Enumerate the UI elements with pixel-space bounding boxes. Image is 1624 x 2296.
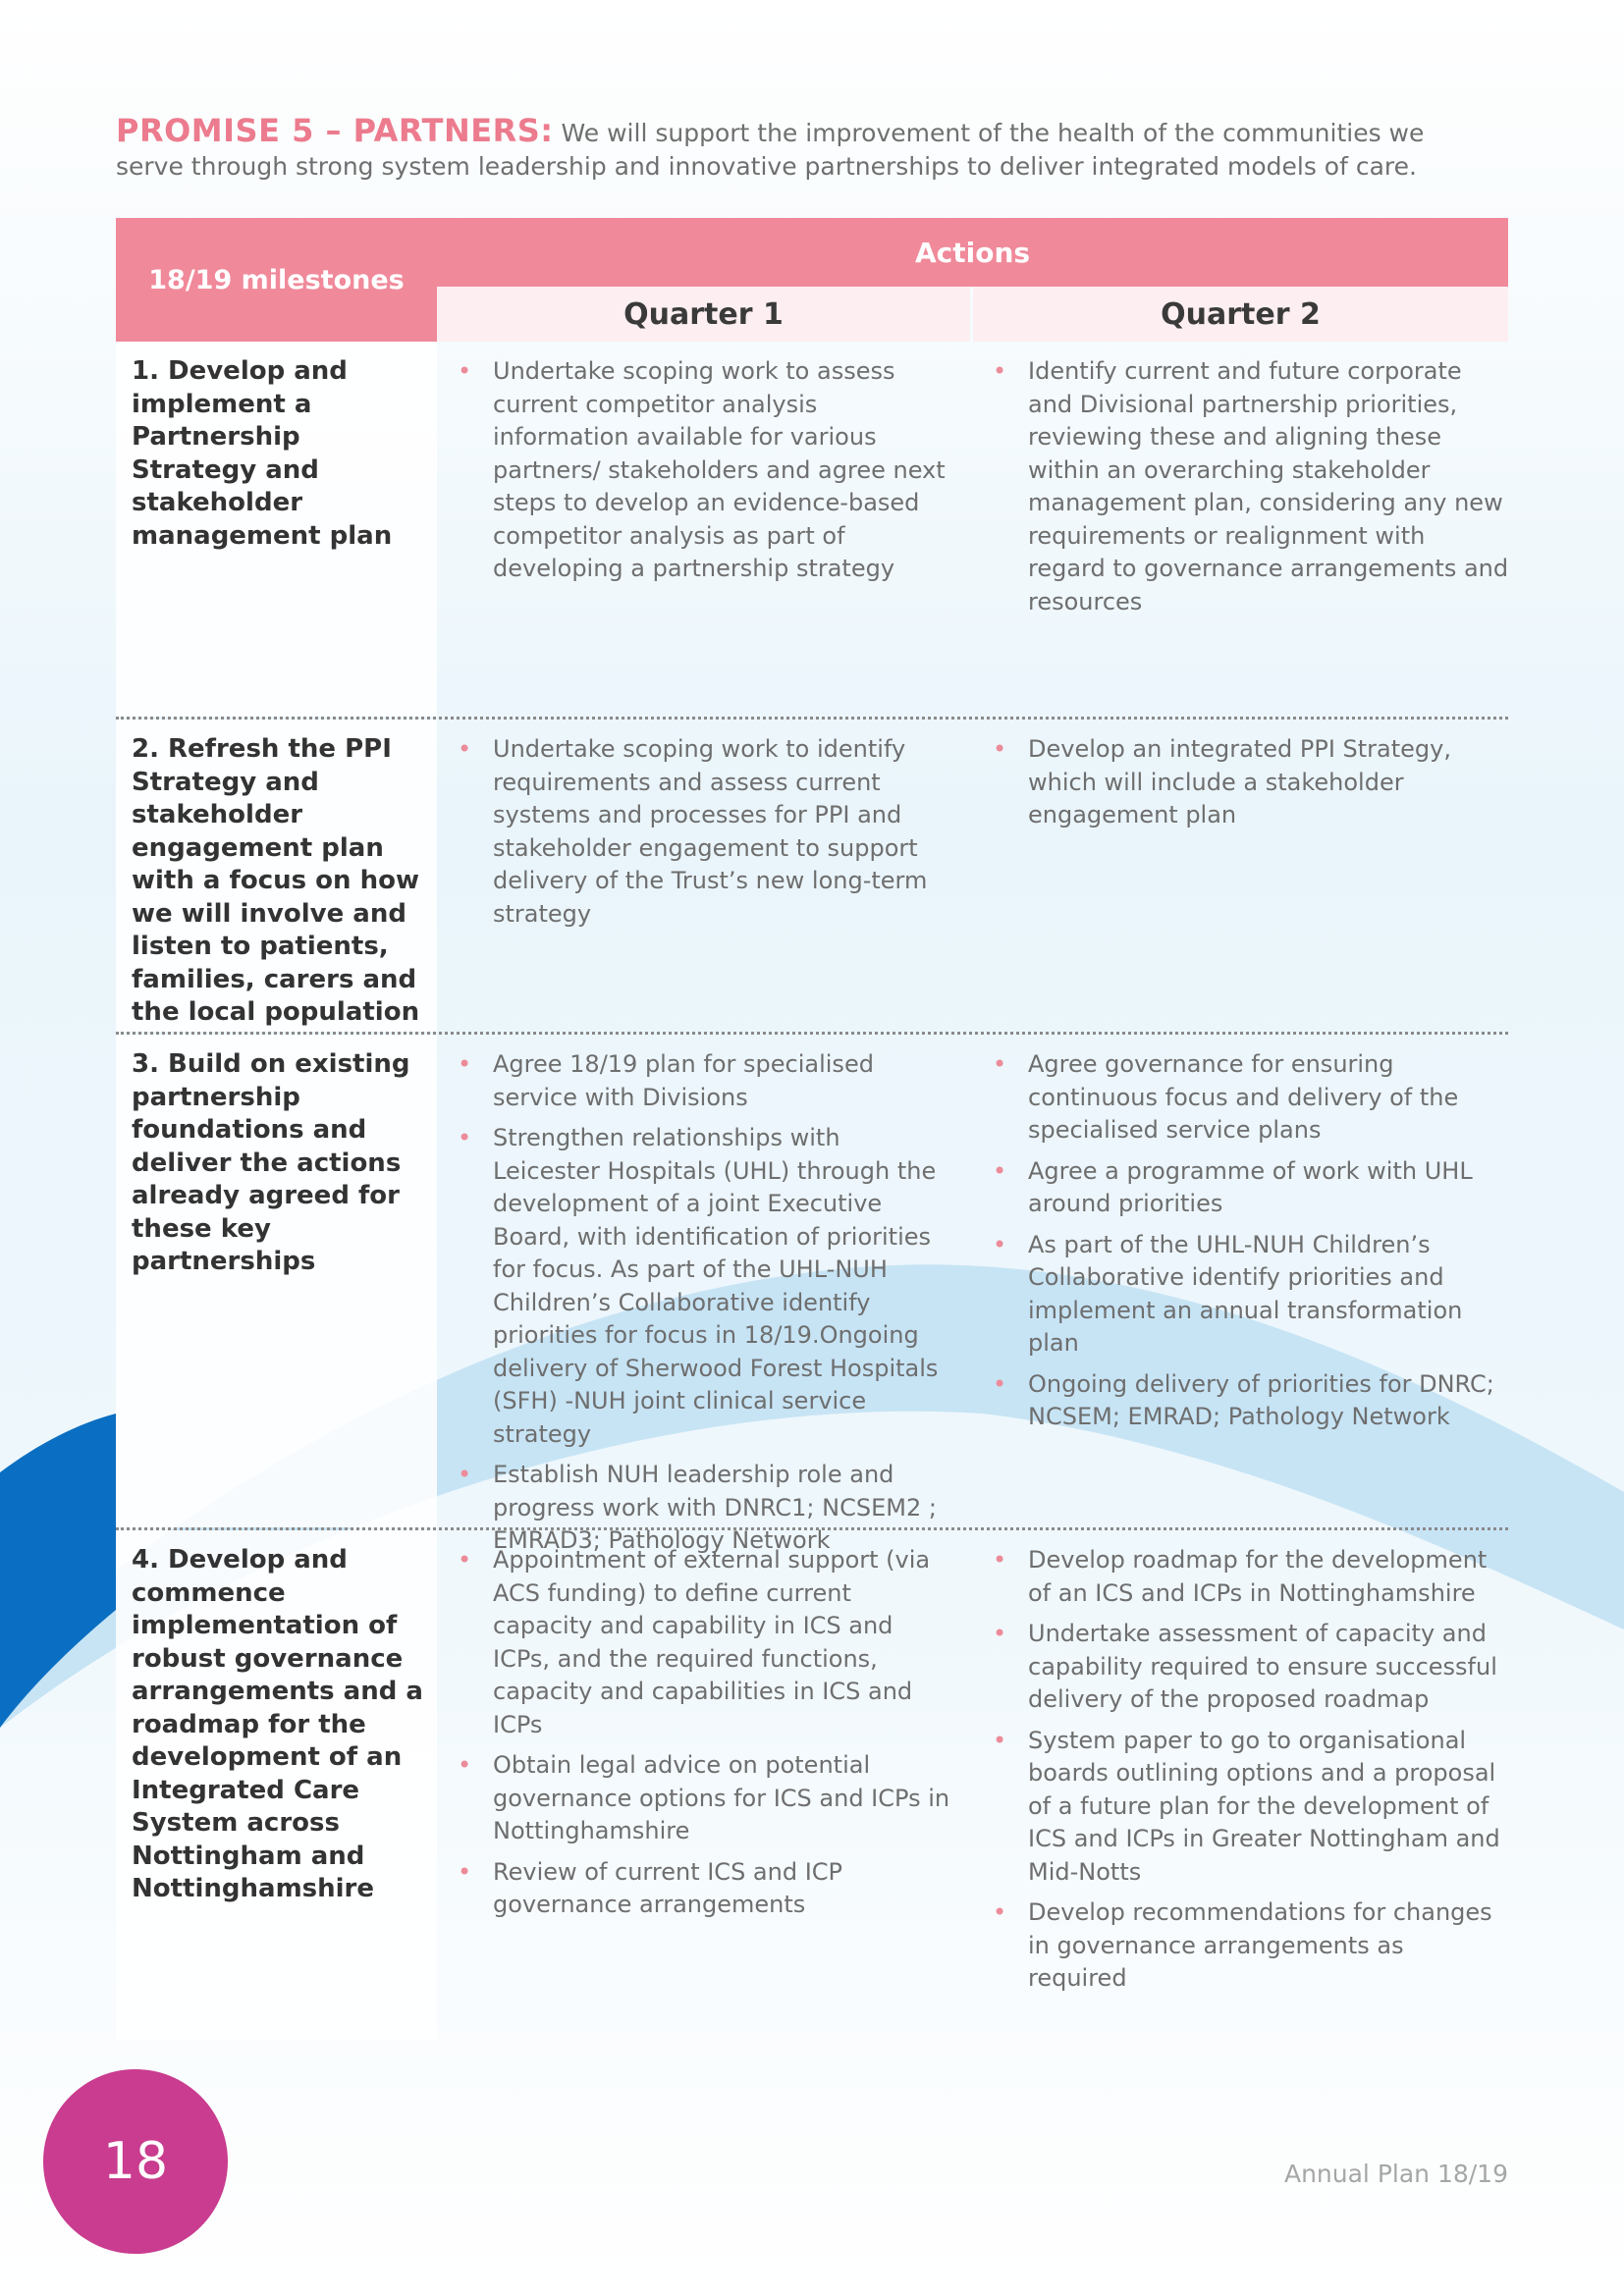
page-number: 18	[102, 2132, 169, 2191]
action-item: • Develop an integrated PPI Strategy, which will include a stakeholder engagement plan	[989, 733, 1509, 832]
quarter2-actions	[989, 1544, 1509, 2003]
action-item: • Obtain legal advice on potential governance options for ICS and ICPs in Nottinghamshire	[454, 1749, 954, 1848]
action-item: • Ongoing delivery of priorities for DNRC; NCSEM; EMRAD; Pathology Network	[989, 1368, 1509, 1434]
action-item: • As part of the UHL-NUH Children’s Collaborative identify priorities and implement an annual transformation plan	[989, 1229, 1509, 1361]
milestone-text: 1. Develop and implement a Partnership Strategy and stakeholder management plan	[132, 356, 393, 551]
action-item: • Undertake assessment of capacity and capability required to ensure successful delivery of the proposed roadmap	[989, 1618, 1509, 1717]
action-item: • Review of current ICS and ICP governance arrangements	[454, 1856, 954, 1922]
milestones-header: 18/19 milestones	[116, 218, 437, 342]
page-number-badge	[43, 2069, 228, 2254]
action-item: • Agree a programme of work with UHL around priorities	[989, 1155, 1509, 1221]
milestone-text: 3. Build on existing partnership foundations and deliver the actions already agreed for these key partnerships	[132, 1049, 410, 1276]
promise-text: We will support the improvement of the health of the communities we serve through strong system leadership and innovative partnerships to deliver integrated models of care.	[116, 119, 1425, 181]
action-item: • Establish NUH leadership role and progress work with DNRC1; NCSEM2 ; EMRAD3; Pathology Network	[454, 1459, 954, 1558]
quarter2-header: Quarter 2	[973, 287, 1508, 342]
action-item: • Undertake scoping work to assess current competitor analysis information available for various partners/ stakeholders and agree next steps to develop an evidence-based competitor analysis as part of developing a partnership strategy	[454, 355, 954, 586]
quarter2-actions	[989, 355, 1509, 626]
quarter2-actions	[989, 733, 1509, 840]
promise-heading	[116, 114, 1451, 184]
table-row	[116, 720, 1508, 1035]
quarter1-header: Quarter 1	[437, 287, 970, 342]
action-item: • Strengthen relationships with Leicester Hospitals (UHL) through the development of a joint Executive Board, with identification of priorities for focus. As part of the UHL-NUH Children’s Collaborative identify priorities for focus in 18/19.Ongoing delivery of Sherwood Forest Hospitals (SFH) -NUH joint clinical service strategy	[454, 1122, 954, 1451]
quarter1-actions	[454, 1048, 954, 1566]
promise-title: PROMISE 5 – PARTNERS:	[116, 112, 554, 149]
milestone-text: 4. Develop and commence implementation of robust governance arrangements and a roadmap for the development of an Integrated Care System across Nottingham and Nottinghamshire	[132, 1545, 423, 1903]
action-item: • Agree 18/19 plan for specialised service with Divisions	[454, 1048, 954, 1114]
quarter2-actions	[989, 1048, 1509, 1442]
table-row	[116, 1035, 1508, 1554]
quarter1-actions	[454, 355, 954, 594]
table-row	[116, 342, 1508, 720]
table-row	[116, 1530, 1508, 2041]
document-title: Annual Plan 18/19	[1283, 2160, 1508, 2188]
actions-header: Actions	[437, 218, 1508, 287]
action-item: • Identify current and future corporate and Divisional partnership priorities, reviewing these and aligning these within an overarching stakeholder management plan, considering any new requirements or realignment with regard to governance arrangements and resources	[989, 355, 1509, 618]
quarter1-actions	[454, 733, 954, 938]
milestone-text: 2. Refresh the PPI Strategy and stakeholder engagement plan with a focus on how we will involve and listen to patients, families, carers and the local population	[132, 734, 420, 1027]
action-item: • Agree governance for ensuring continuous focus and delivery of the specialised service plans	[989, 1048, 1509, 1148]
action-item: • System paper to go to organisational boards outlining options and a proposal of a future plan for the development of ICS and ICPs in Greater Nottingham and Mid-Notts	[989, 1725, 1509, 1890]
action-item: • Appointment of external support (via ACS funding) to define current capacity and capability in ICS and ICPs, and the required functions, capacity and capabilities in ICS and ICPs	[454, 1544, 954, 1741]
action-item: • Develop roadmap for the development of an ICS and ICPs in Nottinghamshire	[989, 1544, 1509, 1610]
quarter1-actions	[454, 1544, 954, 1930]
action-item: • Develop recommendations for changes in governance arrangements as required	[989, 1896, 1509, 1996]
action-item: • Undertake scoping work to identify requirements and assess current systems and processes for PPI and stakeholder engagement to support delivery of the Trust’s new long-term strategy	[454, 733, 954, 931]
